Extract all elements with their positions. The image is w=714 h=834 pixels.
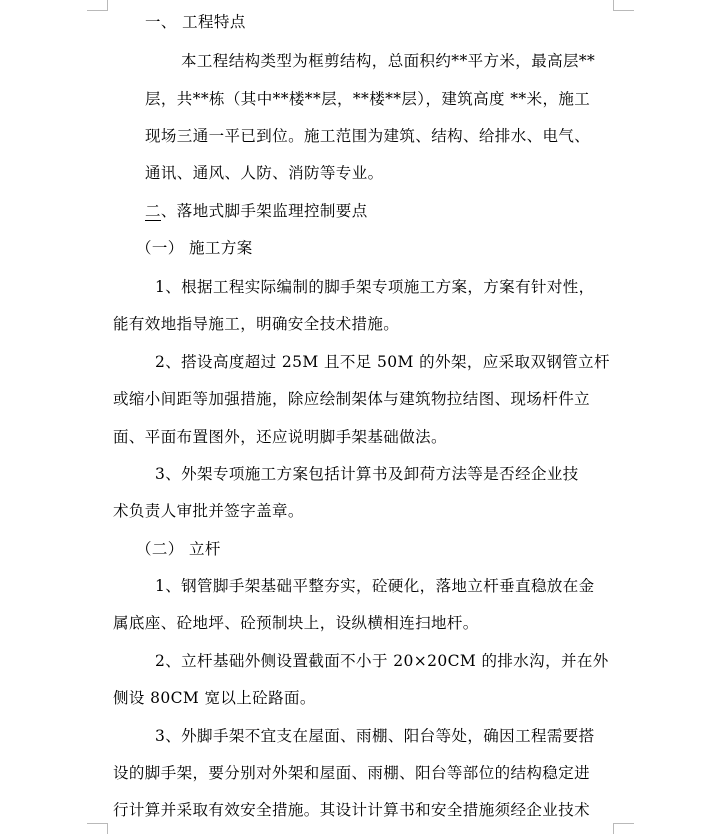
paragraph-line: 2、搭设高度超过 25M 且不足 50M 的外架，应采取双钢管立杆 (155, 353, 610, 371)
paragraph-line: 设的脚手架，要分别对外架和屋面、雨棚、阳台等部位的结构稳定进 (113, 764, 591, 782)
paragraph-line: 2、立杆基础外侧设置截面不小于 20×20CM 的排水沟，并在外 (155, 652, 609, 670)
page-corner-mark (87, 0, 108, 11)
page-corner-mark (87, 823, 108, 834)
section-number: 二 (145, 202, 161, 220)
page-corner-mark (613, 823, 634, 834)
paragraph-line: 术负责人审批并签字盖章。 (113, 502, 304, 520)
paragraph-line: 或缩小间距等加强措施，除应绘制架体与建筑物拉结图、现场杆件立 (113, 390, 591, 408)
paragraph-line: 1、钢管脚手架基础平整夯实，砼硬化，落地立杆垂直稳放在金 (155, 577, 595, 595)
paragraph-line: 侧设 80CM 宽以上砼路面。 (113, 689, 316, 707)
section-title: 、落地式脚手架监理控制要点 (160, 202, 368, 220)
paragraph-line: 层，共**栋（其中**楼**层，**楼**层），建筑高度 **米，施工 (145, 90, 591, 108)
page-corner-mark (613, 0, 634, 11)
section-heading (145, 201, 368, 221)
paragraph-line: 通讯、通风、人防、消防等专业。 (145, 164, 384, 182)
paragraph-line: 现场三通一平已到位。施工范围为建筑、结构、给排水、电气、 (145, 127, 591, 145)
paragraph-line: 行计算并采取有效安全措施。其设计计算书和安全措施须经企业技术 (113, 801, 591, 819)
paragraph-line: 3、外架专项施工方案包括计算书及卸荷方法等是否经企业技 (155, 465, 579, 483)
paragraph-line: 本工程结构类型为框剪结构，总面积约**平方米，最高层** (181, 52, 596, 70)
subsection-heading: （一） 施工方案 (136, 239, 253, 257)
subsection-heading: （二） 立杆 (136, 540, 221, 558)
paragraph-line: 属底座、砼地坪、砼预制块上，设纵横相连扫地杆。 (113, 614, 479, 632)
paragraph-line: 3、外脚手架不宜支在屋面、雨棚、阳台等处，确因工程需要搭 (155, 727, 595, 745)
paragraph-line: 面、平面布置图外，还应说明脚手架基础做法。 (113, 428, 447, 446)
paragraph-line: 1、根据工程实际编制的脚手架专项施工方案，方案有针对性， (155, 278, 595, 296)
paragraph-line: 能有效地指导施工，明确安全技术措施。 (113, 315, 400, 333)
section-heading: 一、 工程特点 (145, 13, 246, 31)
